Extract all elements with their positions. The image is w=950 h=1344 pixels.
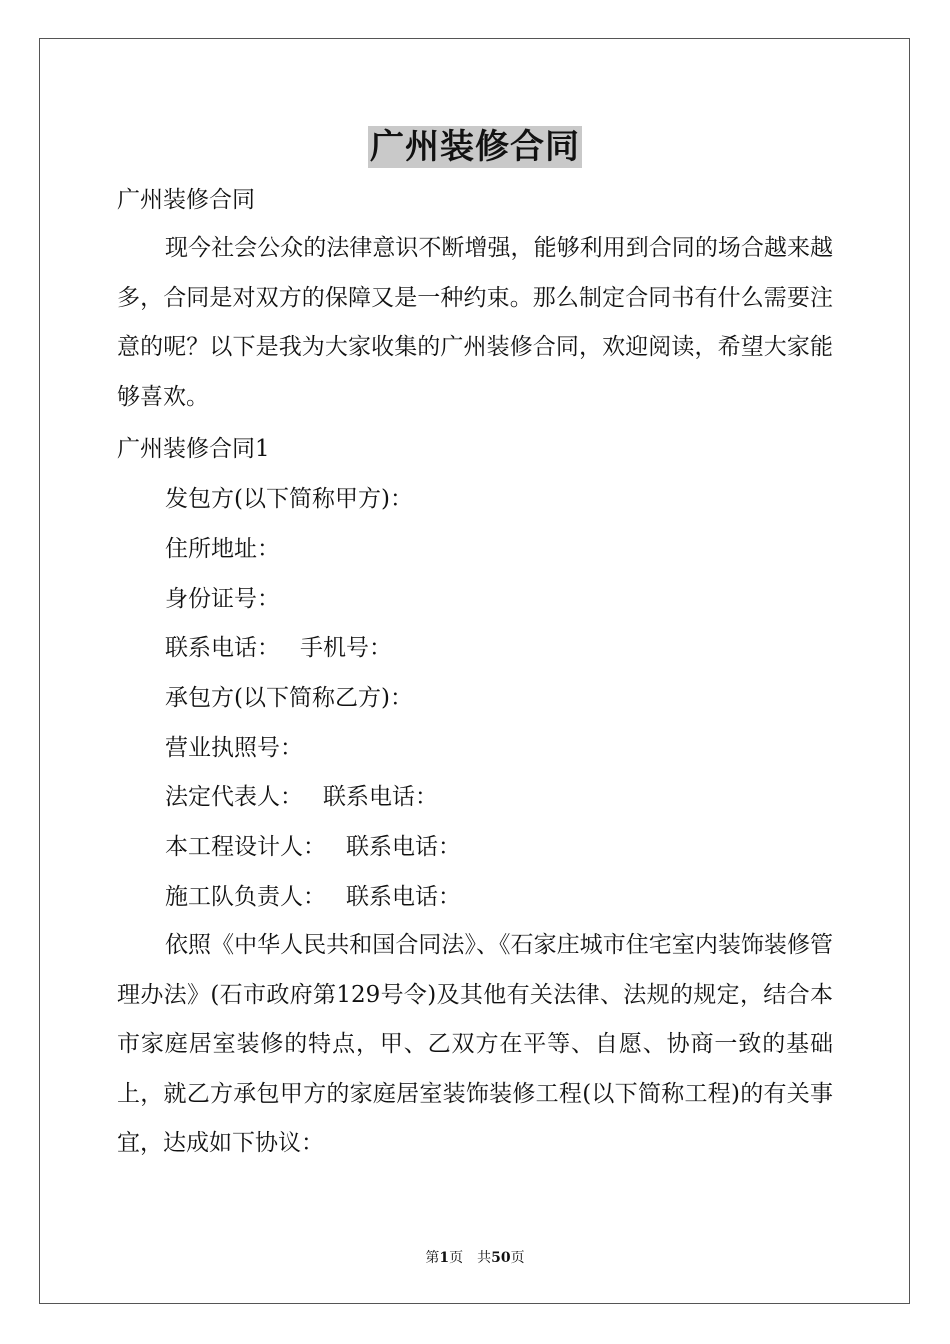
footer-page-suffix: 页: [510, 1250, 525, 1266]
footer-page-current: 1: [439, 1250, 450, 1266]
intro-paragraph: 现今社会公众的法律意识不断增强，能够利用到合同的场合越来越多，合同是对双方的保障又是一种约束。那么制定合同书有什么需要注意的呢？以下是我为大家收集的广州装修合同，欢迎阅读，希望大家能够喜欢。: [117, 235, 833, 410]
legal-rep-row: [165, 782, 438, 812]
document-subtitle: 广州装修合同: [117, 187, 255, 213]
page-footer: [0, 1247, 950, 1267]
designer-field: 本工程设计人：: [165, 834, 326, 860]
id-number-field: 身份证号：: [165, 586, 280, 612]
designer-phone-field: 联系电话：: [346, 834, 461, 860]
agreement-paragraph: 依照《中华人民共和国合同法》、《石家庄城市住宅室内装饰装修管理办法》(石市政府第129号令)及其他有关法律、法规的规定，结合本市家庭居室装修的特点，甲、乙双方在平等、自愿、协商一致的基础上，就乙方承包甲方的家庭居室装饰装修工程(以下简称工程)的有关事宜，达成如下协议：: [117, 932, 833, 1157]
phone-row: [165, 633, 392, 663]
footer-page-prefix: 第: [425, 1250, 440, 1266]
mobile-a-field: 手机号：: [300, 635, 392, 661]
license-field: 营业执照号：: [165, 735, 303, 761]
document-title: 广州装修合同: [370, 127, 580, 167]
party-a-field: 发包方(以下简称甲方)：: [165, 486, 413, 512]
title-container: [0, 126, 950, 168]
address-field: 住所地址：: [165, 536, 280, 562]
legal-rep-phone-field: 联系电话：: [323, 784, 438, 810]
team-lead-phone-field: 联系电话：: [346, 884, 461, 910]
section-heading: 广州装修合同1: [117, 436, 270, 462]
legal-rep-field: 法定代表人：: [165, 784, 303, 810]
team-lead-field: 施工队负责人：: [165, 884, 326, 910]
designer-row: [165, 832, 461, 862]
footer-page-total: 50: [491, 1250, 511, 1266]
footer-page-mid: 页 共: [449, 1250, 492, 1266]
party-b-field: 承包方(以下简称乙方)：: [165, 685, 413, 711]
phone-a-field: 联系电话：: [165, 635, 280, 661]
team-lead-row: [165, 882, 461, 912]
